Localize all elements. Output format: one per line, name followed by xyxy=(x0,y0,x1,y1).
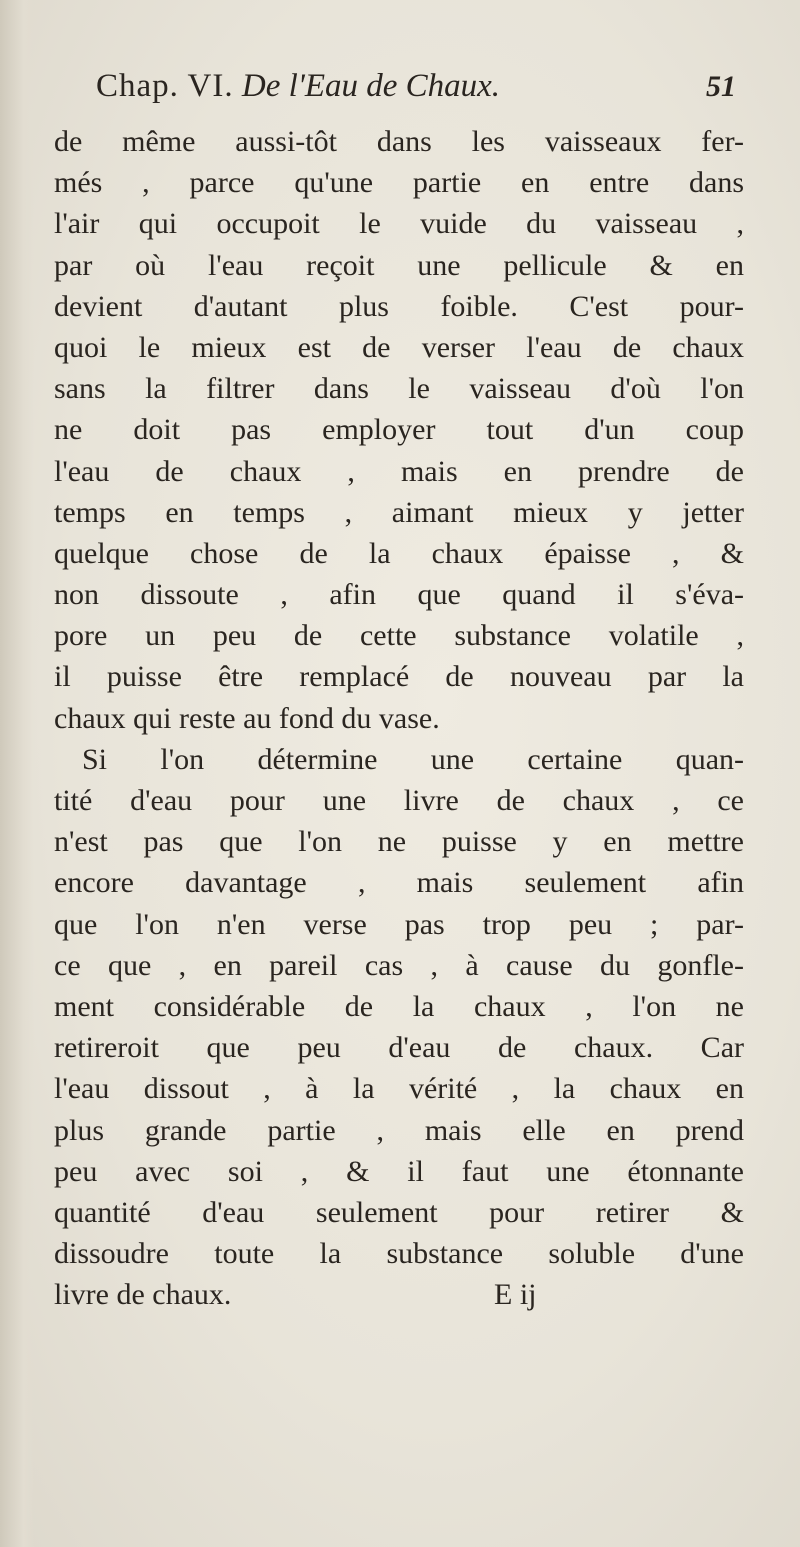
final-text: livre de chaux. xyxy=(54,1278,232,1312)
gutter-shadow xyxy=(0,0,34,1547)
body-text xyxy=(54,121,744,1315)
chapter-label: Chap. VI. xyxy=(96,68,234,104)
page-number: 51 xyxy=(706,70,736,103)
text-line: encore davantage , mais seulement afin xyxy=(54,866,744,900)
paragraph-start-line: Si l'on détermine une certaine quan- xyxy=(82,742,744,776)
text-line: n'est pas que l'on ne puisse y en mettre xyxy=(54,825,744,859)
text-line: plus grande partie , mais elle en prend xyxy=(54,1113,744,1147)
text-line: pore un peu de cette substance volatile , xyxy=(54,619,744,653)
running-header xyxy=(96,68,736,114)
paragraph-end-line: chaux qui reste au fond du vase. xyxy=(54,701,440,735)
text-line: temps en temps , aimant mieux y jetter xyxy=(54,495,744,529)
signature-mark: E ij xyxy=(494,1278,537,1312)
text-line: que l'on n'en verse pas trop peu ; par- xyxy=(54,907,744,941)
text-line: retireroit que peu d'eau de chaux. Car xyxy=(54,1031,744,1065)
text-line: non dissoute , afin que quand il s'éva- xyxy=(54,578,744,612)
text-line: devient d'autant plus foible. C'est pour- xyxy=(54,289,744,323)
text-line: ce que , en pareil cas , à cause du gonfle- xyxy=(54,948,744,982)
text-line: més , parce qu'une partie en entre dans xyxy=(54,166,744,200)
text-line: l'eau dissout , à la vérité , la chaux en xyxy=(54,1072,744,1106)
text-line: tité d'eau pour une livre de chaux , ce xyxy=(54,784,744,817)
text-line: l'air qui occupoit le vuide du vaisseau , xyxy=(54,207,744,241)
text-line: dissoudre toute la substance soluble d'une xyxy=(54,1237,744,1271)
text-line: quelque chose de la chaux épaisse , & xyxy=(54,536,744,570)
final-line xyxy=(54,1274,744,1315)
text-line: quantité d'eau seulement pour retirer & xyxy=(54,1195,744,1229)
text-line: ment considérable de la chaux , l'on ne xyxy=(54,989,744,1023)
text-line: peu avec soi , & il faut une étonnante xyxy=(54,1154,744,1188)
chapter-title: De l'Eau de Chaux. xyxy=(241,68,501,104)
text-line: ne doit pas employer tout d'un coup xyxy=(54,413,744,447)
text-line: par où l'eau reçoit une pellicule & en xyxy=(54,248,744,282)
text-line: quoi le mieux est de verser l'eau de chaux xyxy=(54,330,744,364)
text-line: sans la filtrer dans le vaisseau d'où l'on xyxy=(54,372,744,406)
text-line: il puisse être remplacé de nouveau par la xyxy=(54,660,744,694)
text-line: l'eau de chaux , mais en prendre de xyxy=(54,454,744,488)
text-line: de même aussi-tôt dans les vaisseaux fer- xyxy=(54,125,744,158)
